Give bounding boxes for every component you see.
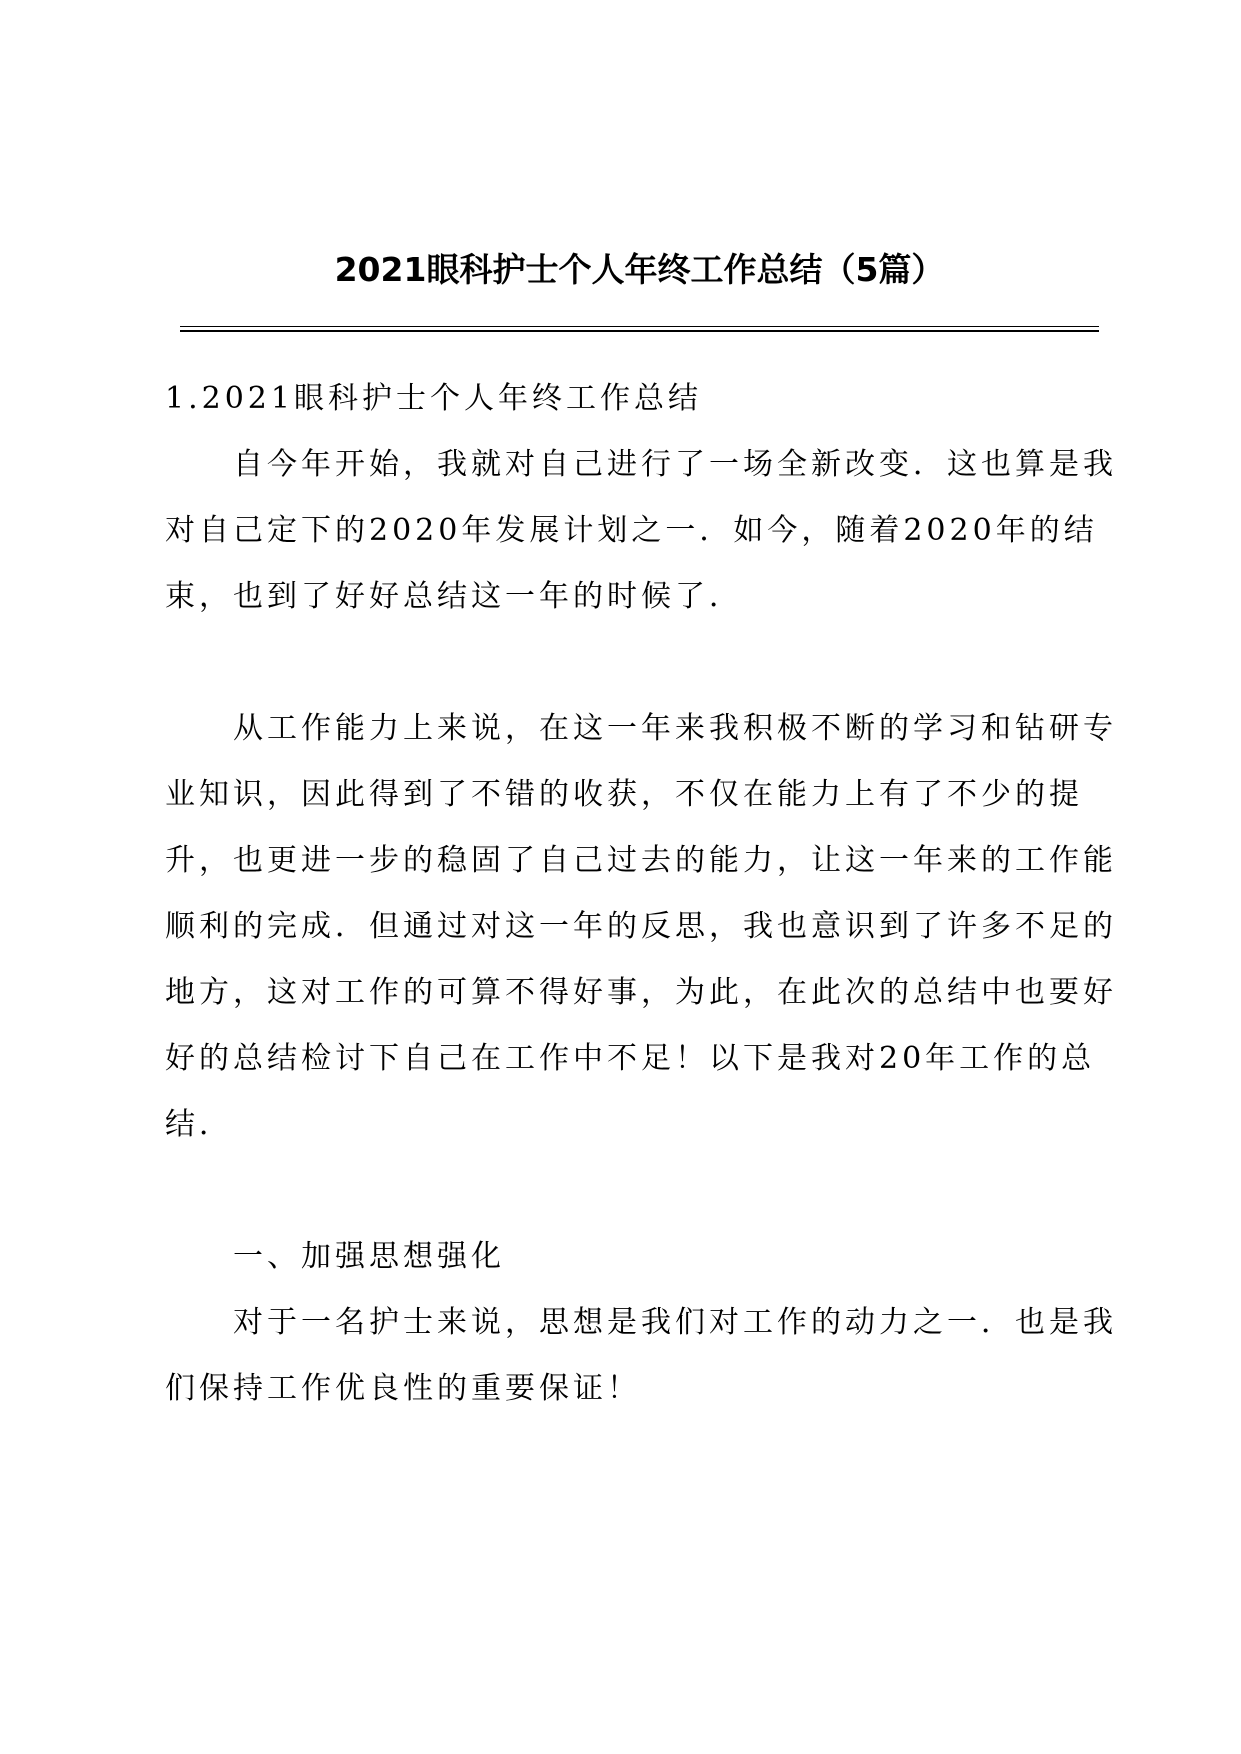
section-heading: 1.2021眼科护士个人年终工作总结 [165,381,702,416]
paragraph-2 [165,696,1117,1158]
paragraph-line: 业知识，因此得到了不错的收获，不仅在能力上有了不少的提 [165,777,1083,812]
title-double-rule [180,326,1099,332]
paragraph-line: 从工作能力上来说，在这一年来我积极不断的学习和钻研专 [233,711,1117,746]
paragraph-3 [165,1290,1117,1422]
paragraph-line: 对自己定下的2020年发展计划之一．如今，随着2020年的结 [165,513,1098,548]
paragraph-line: 们保持工作优良性的重要保证！ [165,1371,641,1406]
paragraph-1 [165,432,1117,630]
document-title: 2021眼科护士个人年终工作总结（5篇） [334,250,945,289]
paragraph-line: 好的总结检讨下自己在工作中不足！以下是我对20年工作的总 [165,1041,1096,1076]
paragraph-spacer [165,1158,1099,1224]
paragraph-spacer [165,630,1099,696]
paragraph-line: 对于一名护士来说，思想是我们对工作的动力之一．也是我 [233,1305,1117,1340]
paragraph-line: 升，也更进一步的稳固了自己过去的能力，让这一年来的工作能 [165,843,1117,878]
paragraph-line: 地方，这对工作的可算不得好事，为此，在此次的总结中也要好 [165,975,1117,1010]
paragraph-line: 自今年开始，我就对自己进行了一场全新改变．这也算是我 [233,447,1117,482]
paragraph-line: 束，也到了好好总结这一年的时候了． [165,579,743,614]
document-body [165,366,1117,1422]
subheading: 一、加强思想强化 [233,1239,505,1274]
paragraph-line: 结． [165,1107,233,1142]
paragraph-line: 顺利的完成．但通过对这一年的反思，我也意识到了许多不足的 [165,909,1117,944]
